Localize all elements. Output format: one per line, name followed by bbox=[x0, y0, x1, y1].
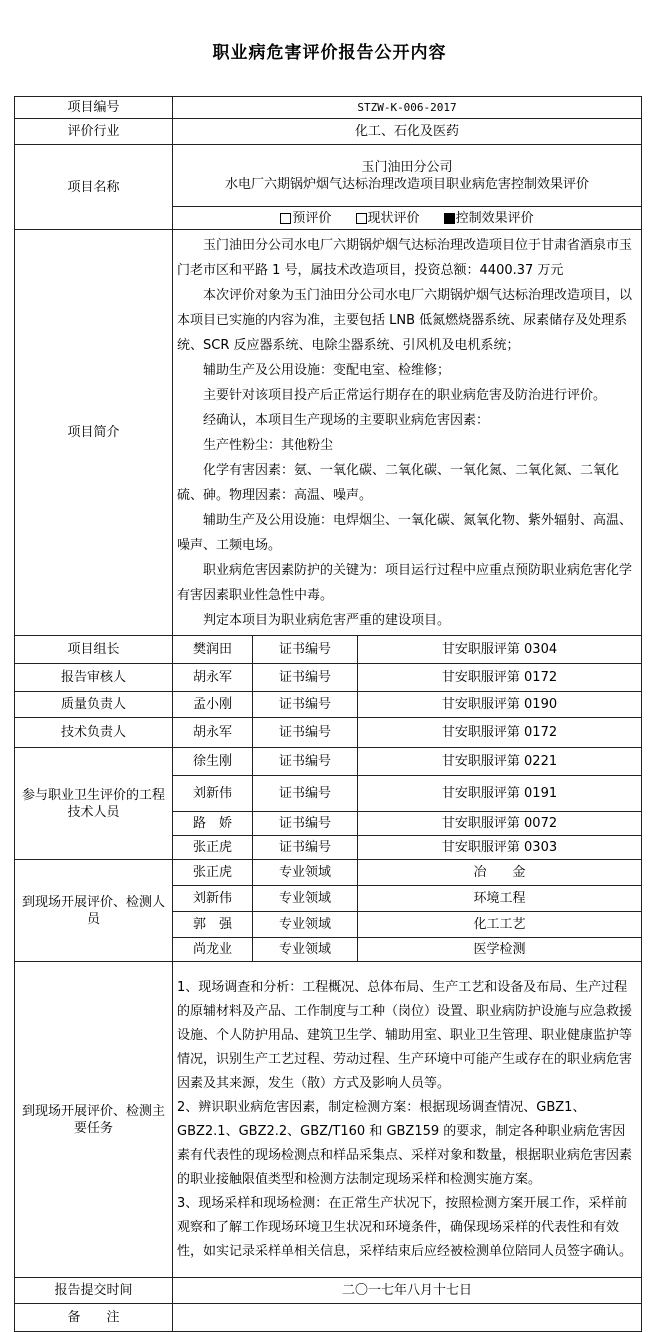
leader-name: 樊润田 bbox=[173, 636, 253, 664]
reviewer-cert: 甘安职服评第 0172 bbox=[358, 664, 642, 692]
summary-paragraph: 辅助生产及公用设施：变配电室、检维修； bbox=[203, 362, 451, 378]
row-submit-time bbox=[15, 1278, 642, 1304]
industry-value: 化工、石化及医药 bbox=[173, 119, 642, 145]
participant-cert: 甘安职服评第 0072 bbox=[358, 812, 642, 836]
reviewer-name: 胡永军 bbox=[173, 664, 253, 692]
project-no-value: STZW-K-006-2017 bbox=[173, 97, 642, 119]
onsite-field: 环境工程 bbox=[358, 886, 642, 912]
tech-label: 技术负责人 bbox=[15, 718, 173, 748]
row-reviewer bbox=[15, 664, 642, 692]
summary-paragraph: 职业病危害因素防护的关键为：项目运行过程中应重点预防职业病危害化学有害因素职业性急性中毒。 bbox=[177, 562, 633, 603]
row-participant bbox=[15, 748, 642, 776]
project-name-value bbox=[173, 145, 642, 207]
quality-name: 孟小刚 bbox=[173, 692, 253, 718]
page-title: 职业病危害评价报告公开内容 bbox=[212, 43, 447, 63]
summary-paragraph: 生产性粉尘：其他粉尘 bbox=[203, 437, 334, 453]
task-item: 1、现场调查和分析：工程概况、总体布局、生产工艺和设备及布局、生产过程的原辅材料及产品、工作制度与工种（岗位）设置、职业病防护设施与应急救援设施、个人防护用品、建筑卫生学、辅助用室、职业卫生管理、职业健康监护等情况，识别生产工艺过程、劳动过程、生产环境中可能产生或存在的职业病危害因素及其来源，发生（散）方式及影响人员等。 bbox=[177, 979, 633, 1091]
remark-value bbox=[173, 1304, 642, 1332]
tech-name: 胡永军 bbox=[173, 718, 253, 748]
leader-label: 项目组长 bbox=[15, 636, 173, 664]
project-name-line2: 水电厂六期锅炉烟气达标治理改造项目职业病危害控制效果评价 bbox=[225, 176, 590, 192]
project-no-label: 项目编号 bbox=[15, 97, 173, 119]
checkbox-icon bbox=[356, 213, 367, 224]
project-name-label: 项目名称 bbox=[15, 145, 173, 230]
cert-label: 证书编号 bbox=[253, 776, 358, 812]
row-leader bbox=[15, 636, 642, 664]
quality-label: 质量负责人 bbox=[15, 692, 173, 718]
eval-type-control[interactable]: 控制效果评价 bbox=[444, 211, 534, 226]
row-project-name bbox=[15, 145, 642, 207]
eval-type-status[interactable]: 现状评价 bbox=[356, 211, 420, 226]
onsite-name: 尚龙业 bbox=[173, 938, 253, 962]
summary-paragraph: 辅助生产及公用设施：电焊烟尘、一氧化碳、氮氧化物、紫外辐射、高温、噪声、工频电场。 bbox=[177, 512, 633, 553]
participants-label: 参与职业卫生评价的工程技术人员 bbox=[15, 748, 173, 860]
reviewer-label: 报告审核人 bbox=[15, 664, 173, 692]
remark-label: 备 注 bbox=[15, 1304, 173, 1332]
onsite-field: 医学检测 bbox=[358, 938, 642, 962]
leader-cert: 甘安职服评第 0304 bbox=[358, 636, 642, 664]
row-industry bbox=[15, 119, 642, 145]
participant-cert: 甘安职服评第 0191 bbox=[358, 776, 642, 812]
cert-label: 证书编号 bbox=[253, 636, 358, 664]
cert-label: 证书编号 bbox=[253, 718, 358, 748]
row-onsite bbox=[15, 860, 642, 886]
tasks-label: 到现场开展评价、检测主要任务 bbox=[15, 962, 173, 1278]
field-label: 专业领域 bbox=[253, 886, 358, 912]
submit-time-label: 报告提交时间 bbox=[15, 1278, 173, 1304]
participant-name: 张正虎 bbox=[173, 836, 253, 860]
checkbox-icon bbox=[280, 213, 291, 224]
cert-label: 证书编号 bbox=[253, 812, 358, 836]
participant-name: 路 娇 bbox=[173, 812, 253, 836]
summary-paragraph: 化学有害因素：氨、一氧化碳、二氧化碳、一氧化氮、二氧化氮、二氧化硫、砷。物理因素：高温、噪声。 bbox=[177, 462, 620, 503]
cert-label: 证书编号 bbox=[253, 836, 358, 860]
row-summary bbox=[15, 230, 642, 636]
row-remark bbox=[15, 1304, 642, 1332]
summary-paragraph: 经确认，本项目生产现场的主要职业病危害因素： bbox=[203, 412, 490, 428]
project-name-line1: 玉门油田分公司 bbox=[361, 159, 453, 175]
submit-time-value: 二〇一七年八月十七日 bbox=[173, 1278, 642, 1304]
eval-type-pre[interactable]: 预评价 bbox=[280, 211, 331, 226]
summary-paragraph: 玉门油田分公司水电厂六期锅炉烟气达标治理改造项目位于甘肃省酒泉市玉门老市区和平路 1 号，属技术改造项目，投资总额：4400.37 万元 bbox=[177, 237, 633, 278]
tasks-content bbox=[173, 962, 642, 1278]
task-item: 2、辨识职业病危害因素，制定检测方案：根据现场调查情况、GBZ1、GBZ2.1、GBZ2.2、GBZ/T160 和 GBZ159 的要求，制定各种职业病危害因素有代表性的现场检测点和样品采集点、采样对象和数量，根据职业病危害因素的职业接触限值类型和检测方法制定现场采样和检测实施方案。 bbox=[177, 1099, 633, 1187]
onsite-field: 冶 金 bbox=[358, 860, 642, 886]
tech-cert: 甘安职服评第 0172 bbox=[358, 718, 642, 748]
checkbox-checked-icon bbox=[444, 213, 455, 224]
onsite-name: 郭 强 bbox=[173, 912, 253, 938]
field-label: 专业领域 bbox=[253, 938, 358, 962]
row-quality bbox=[15, 692, 642, 718]
summary-content bbox=[173, 230, 642, 636]
cert-label: 证书编号 bbox=[253, 664, 358, 692]
summary-label: 项目简介 bbox=[15, 230, 173, 636]
summary-paragraph: 本次评价对象为玉门油田分公司水电厂六期锅炉烟气达标治理改造项目，以本项目已实施的内容为准，主要包括 LNB 低氮燃烧器系统、尿素储存及处理系统、SCR 反应器系统、电除尘器系统、引风机及电机系统； bbox=[177, 287, 633, 353]
cert-label: 证书编号 bbox=[253, 748, 358, 776]
industry-label: 评价行业 bbox=[15, 119, 173, 145]
participant-cert: 甘安职服评第 0303 bbox=[358, 836, 642, 860]
onsite-name: 张正虎 bbox=[173, 860, 253, 886]
summary-paragraph: 主要针对该项目投产后正常运行期存在的职业病危害及防治进行评价。 bbox=[203, 387, 607, 403]
onsite-name: 刘新伟 bbox=[173, 886, 253, 912]
summary-paragraph: 判定本项目为职业病危害严重的建设项目。 bbox=[203, 612, 451, 628]
cert-label: 证书编号 bbox=[253, 692, 358, 718]
onsite-field: 化工工艺 bbox=[358, 912, 642, 938]
field-label: 专业领域 bbox=[253, 860, 358, 886]
quality-cert: 甘安职服评第 0190 bbox=[358, 692, 642, 718]
row-tasks bbox=[15, 962, 642, 1278]
participant-name: 徐生刚 bbox=[173, 748, 253, 776]
row-project-no bbox=[15, 97, 642, 119]
row-tech bbox=[15, 718, 642, 748]
onsite-label: 到现场开展评价、检测人员 bbox=[15, 860, 173, 962]
participant-cert: 甘安职服评第 0221 bbox=[358, 748, 642, 776]
participant-name: 刘新伟 bbox=[173, 776, 253, 812]
report-table bbox=[14, 96, 642, 1332]
task-item: 3、现场采样和现场检测：在正常生产状况下，按照检测方案开展工作，采样前观察和了解工作现场环境卫生状况和环境条件，确保现场采样的代表性和有效性，如实记录采样单相关信息，采样结束后应经被检测单位陪同人员签字确认。 bbox=[177, 1195, 633, 1259]
field-label: 专业领域 bbox=[253, 912, 358, 938]
eval-type-options bbox=[173, 207, 642, 230]
